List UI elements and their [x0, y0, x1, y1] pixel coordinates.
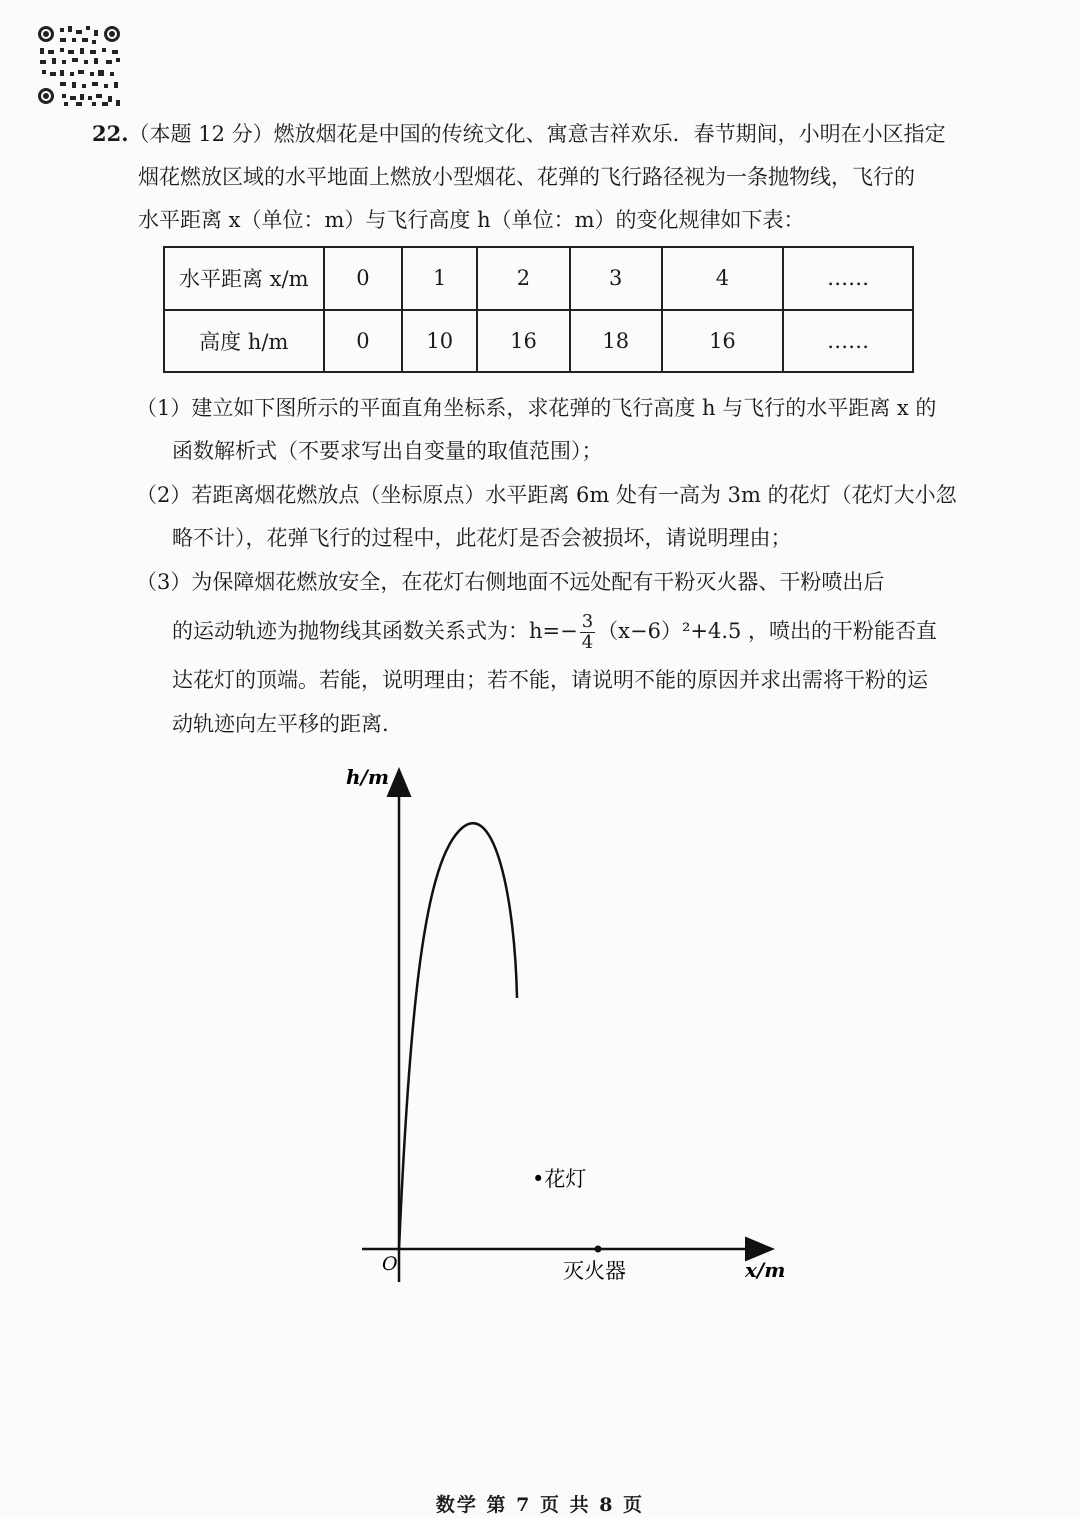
origin-label: O	[382, 1253, 398, 1275]
part-2-line-1: （2）若距离烟花燃放点（坐标原点）水平距离 6m 处有一高为 3m 的花灯（花灯大小忽	[136, 483, 957, 507]
part-3-line-3: 达花灯的顶端。若能，说明理由；若不能，请说明不能的原因并求出需将干粉的运	[172, 668, 928, 692]
table-cell: 1	[402, 247, 477, 310]
page-footer: 数学 第 7 页 共 8 页	[435, 1494, 645, 1516]
formula-suffix: （x−6）²+4.5 ，喷出的干粉能否直	[597, 619, 938, 643]
table-cell: 18	[570, 310, 662, 373]
question-line-2: 烟花燃放区域的水平地面上燃放小型烟花、花弹的飞行路径视为一条抛物线，飞行的	[138, 165, 915, 189]
table-cell: ……	[783, 310, 913, 373]
table-cell: 16	[662, 310, 784, 373]
table-cell: 4	[662, 247, 784, 310]
part-2-line-2: 略不计），花弹飞行的过程中，此花灯是否会被损坏，请说明理由；	[172, 526, 792, 550]
table-cell: 2	[477, 247, 570, 310]
table-cell: 3	[570, 247, 662, 310]
extinguisher-label: 灭火器	[563, 1259, 626, 1283]
part-1-line-2: 函数解析式（不要求写出自变量的取值范围）；	[172, 439, 603, 463]
lantern-label: •花灯	[532, 1167, 587, 1191]
question-number: 22.	[92, 121, 129, 146]
fraction-numerator: 3	[581, 611, 594, 632]
formula-prefix: 的运动轨迹为抛物线其函数关系式为：h=−	[172, 619, 578, 643]
part-1-line-1: （1）建立如下图所示的平面直角坐标系，求花弹的飞行高度 h 与飞行的水平距离 x 的	[136, 396, 937, 420]
question-line-3: 水平距离 x（单位：m）与飞行高度 h（单位：m）的变化规律如下表：	[138, 208, 805, 232]
fraction-denominator: 4	[581, 632, 594, 653]
table-cell: 0	[324, 247, 403, 310]
part-3-line-1: （3）为保障烟花燃放安全，在花灯右侧地面不远处配有干粉灭火器、干粉喷出后	[136, 570, 885, 594]
firework-parabola	[399, 823, 517, 1249]
table-header-cell: 高度 h/m	[164, 310, 324, 373]
table-cell: 0	[324, 310, 403, 373]
part-3-line-4: 动轨迹向左平移的距离.	[172, 712, 389, 736]
table-cell: 10	[402, 310, 477, 373]
y-axis-label: h/m	[346, 765, 390, 789]
x-axis-label: x/m	[745, 1258, 786, 1282]
table-header-cell: 水平距离 x/m	[164, 247, 324, 310]
table-cell: ……	[783, 247, 913, 310]
extinguisher-point	[595, 1246, 602, 1253]
question-text-1: （本题 12 分）燃放烟花是中国的传统文化、寓意吉祥欢乐．春节期间，小明在小区指定	[128, 122, 946, 146]
table-cell: 16	[477, 310, 570, 373]
